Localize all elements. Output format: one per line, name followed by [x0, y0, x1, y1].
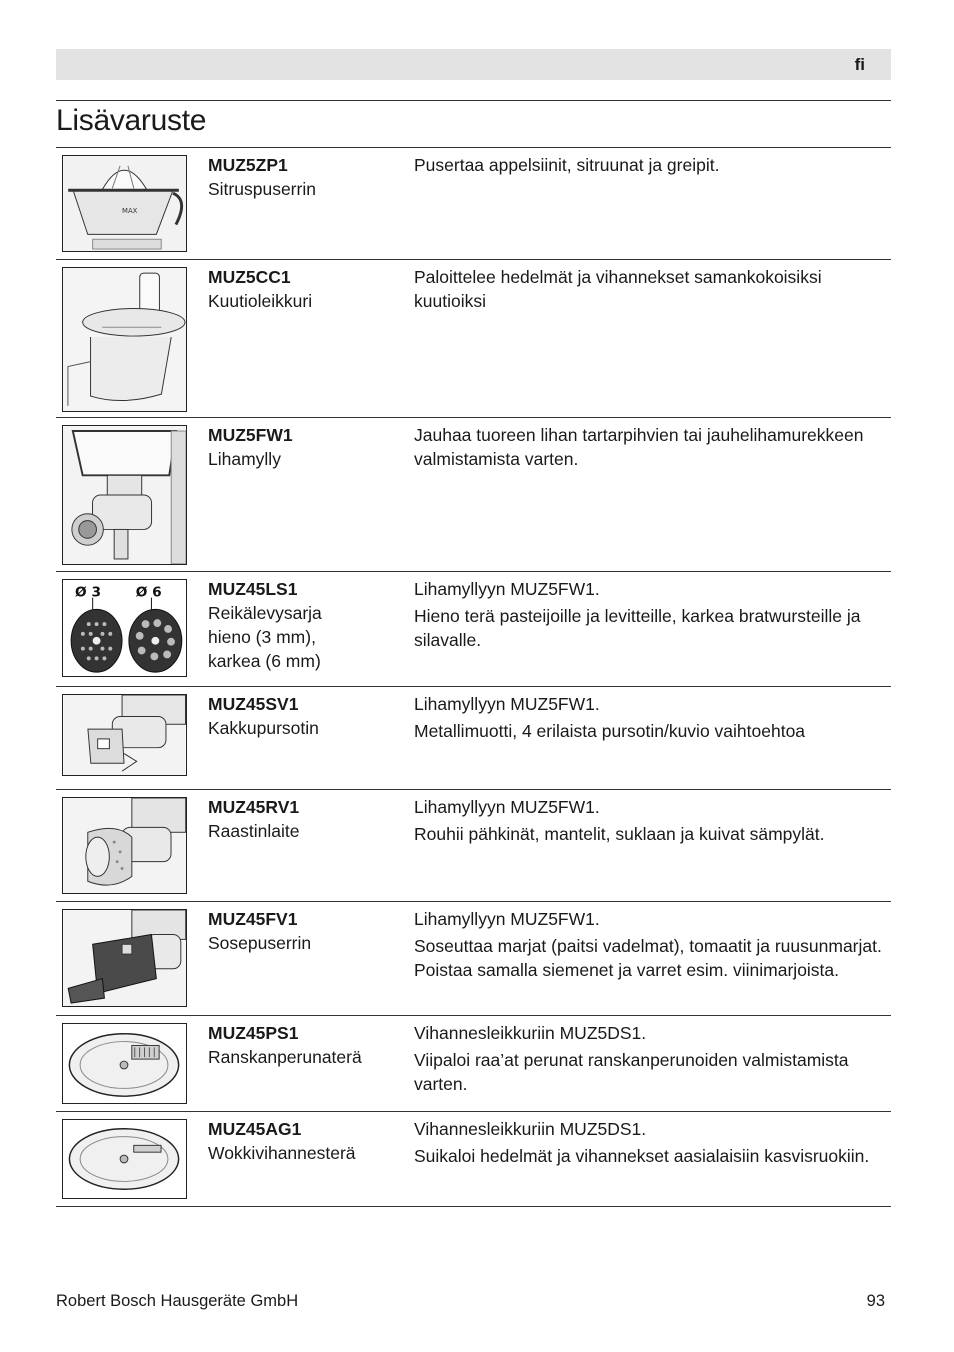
model-number: MUZ5ZP1	[208, 155, 288, 175]
product-name: Wokkivihannesterä	[208, 1143, 356, 1163]
item-description	[414, 795, 896, 849]
item-code-column	[208, 577, 398, 673]
item-code-column	[208, 265, 398, 313]
coarse-disc-label: Ø 6	[135, 584, 162, 601]
wok-disc-icon	[62, 1119, 187, 1199]
product-name: Kuutioleikkuri	[208, 291, 313, 311]
item-description	[414, 692, 896, 746]
meat-grinder-icon	[62, 425, 187, 565]
product-name-detail: karkea (6 mm)	[208, 651, 321, 671]
model-number: MUZ45LS1	[208, 579, 298, 599]
item-description	[414, 907, 896, 985]
page-title: Lisävaruste	[56, 104, 207, 137]
item-code-column	[208, 795, 398, 843]
footer-company: Robert Bosch Hausgeräte GmbH	[56, 1292, 299, 1310]
item-code-column	[208, 1021, 398, 1069]
accessory-row	[56, 687, 891, 789]
model-number: MUZ5FW1	[208, 425, 293, 445]
product-name-detail: hieno (3 mm),	[208, 627, 316, 647]
item-description	[414, 1117, 896, 1171]
citrus-press-icon	[62, 155, 187, 252]
item-description	[414, 423, 896, 474]
description-line: Lihamyllyyn MUZ5FW1.	[414, 797, 600, 817]
model-number: MUZ45FV1	[208, 909, 298, 929]
description-line: Vihannesleikkuriin MUZ5DS1.	[414, 1023, 647, 1043]
item-code-column	[208, 692, 398, 740]
item-code-column	[208, 423, 398, 471]
page-number: 93	[866, 1292, 885, 1310]
description-line: Vihannesleikkuriin MUZ5DS1.	[414, 1119, 647, 1139]
product-name: Lihamylly	[208, 449, 281, 469]
perforated-discs-icon	[62, 579, 187, 677]
model-number: MUZ45AG1	[208, 1119, 302, 1139]
cookie-press-icon	[62, 694, 187, 776]
language-bar	[56, 49, 891, 80]
description-line: Metallimuotti, 4 erilaista pursotin/kuvio vaihtoehtoa	[414, 721, 806, 741]
french-fry-disc-icon	[62, 1023, 187, 1104]
description-line: Lihamyllyyn MUZ5FW1.	[414, 579, 600, 599]
item-description	[414, 577, 896, 655]
description-line: Soseuttaa marjat (paitsi vadelmat), tomaatit ja ruusunmarjat. Poistaa samalla siemenet ja varret esim. viinimarjoista.	[414, 936, 882, 980]
item-code-column	[208, 1117, 398, 1165]
accessory-row	[56, 418, 891, 571]
row-divider	[56, 1206, 891, 1207]
language-code: fi	[854, 55, 865, 74]
description-line: Lihamyllyyn MUZ5FW1.	[414, 694, 600, 714]
item-code-column	[208, 907, 398, 955]
accessory-row	[56, 260, 891, 417]
max-mark: MAX	[122, 206, 138, 215]
product-name: Kakkupursotin	[208, 718, 319, 738]
product-name: Sosepuserrin	[208, 933, 312, 953]
description-line: Pusertaa appelsiinit, sitruunat ja greipit.	[414, 155, 720, 175]
fruit-press-icon	[62, 909, 187, 1007]
grater-drum-icon	[62, 797, 187, 894]
accessory-row	[56, 1112, 891, 1206]
description-line: Jauhaa tuoreen lihan tartarpihvien tai jauhelihamurekkeen valmistamista varten.	[414, 425, 864, 469]
model-number: MUZ5CC1	[208, 267, 291, 287]
item-description	[414, 265, 896, 316]
accessory-row	[56, 902, 891, 1015]
accessory-row	[56, 148, 891, 259]
description-line: Rouhii pähkinät, mantelit, suklaan ja kuivat sämpylät.	[414, 824, 825, 844]
product-name: Raastinlaite	[208, 821, 300, 841]
model-number: MUZ45PS1	[208, 1023, 299, 1043]
description-line: Suikaloi hedelmät ja vihannekset aasialaisiin kasvisruokiin.	[414, 1146, 870, 1166]
description-line: Hieno terä pasteijoille ja levitteille, karkea bratwursteille ja silavalle.	[414, 606, 861, 650]
description-line: Viipaloi raa’at perunat ranskanperunoiden valmistamista varten.	[414, 1050, 849, 1094]
model-number: MUZ45SV1	[208, 694, 299, 714]
dicer-icon	[62, 267, 187, 412]
product-name: Ranskanperunaterä	[208, 1047, 362, 1067]
fine-disc-label: Ø 3	[75, 584, 101, 601]
title-divider	[56, 100, 891, 101]
description-line: Lihamyllyyn MUZ5FW1.	[414, 909, 600, 929]
description-line: Paloittelee hedelmät ja vihannekset samankokoisiksi kuutioiksi	[414, 267, 822, 311]
item-description	[414, 1021, 896, 1099]
accessory-row	[56, 1016, 891, 1111]
model-number: MUZ45RV1	[208, 797, 300, 817]
product-name: Reikälevysarja	[208, 603, 322, 623]
item-description	[414, 153, 896, 180]
product-name: Sitruspuserrin	[208, 179, 316, 199]
item-code-column	[208, 153, 398, 201]
accessory-row	[56, 790, 891, 901]
accessory-row	[56, 572, 891, 686]
